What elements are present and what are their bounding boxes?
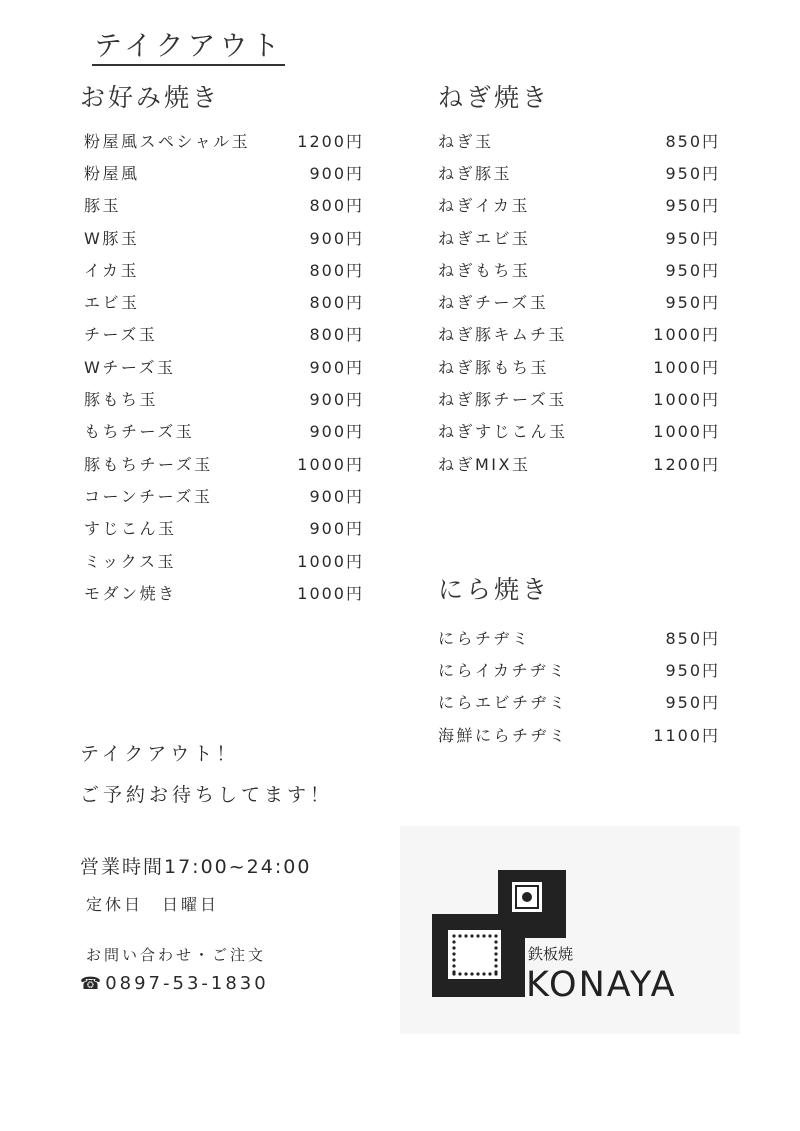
logo-panel [400,826,740,1034]
menu-item [84,382,364,414]
menu-item [84,124,364,156]
page-title: テイクアウト [92,28,285,66]
menu-item [438,382,720,414]
menu-item [84,447,364,479]
menu-item [438,350,720,382]
menu-item-price: 1000円 [653,325,720,345]
menu-item-name: ねぎもち玉 [438,260,531,280]
menu-item-name: 豚玉 [84,196,122,216]
logo-dot [458,934,461,937]
logo-dot [488,934,491,937]
logo-dot [464,934,467,937]
menu-item-price: 1000円 [653,357,720,377]
logo-dot [452,970,455,973]
menu-item-name: ねぎ豚チーズ玉 [438,390,567,410]
menu-item [438,318,720,350]
logo-dot [488,972,491,975]
promo-message [80,734,333,816]
menu-item [438,189,720,221]
menu-item-price: 900円 [309,422,364,442]
menu-item-price: 900円 [309,228,364,248]
menu-item [84,318,364,350]
menu-item-name: ねぎイカ玉 [438,196,531,216]
menu-item-price: 900円 [309,357,364,377]
promo-line-1: テイクアウト！ [80,743,240,765]
logo-dot [452,940,455,943]
logo-dot [458,972,461,975]
nirayaki-menu [438,621,720,750]
menu-item-name: すじこん玉 [84,519,177,539]
menu-item-price: 900円 [309,486,364,506]
logo-dot [494,946,497,949]
logo-dot [464,972,467,975]
menu-item-name: ねぎエビ玉 [438,228,531,248]
menu-item-price: 1000円 [653,422,720,442]
menu-item-name: ねぎすじこん玉 [438,422,568,442]
menu-item [438,253,720,285]
logo-subtitle: 鉄板焼 [528,945,574,963]
menu-item-price: 1000円 [297,583,364,603]
menu-item [84,285,364,317]
menu-item-name: にらイカチヂミ [438,660,568,680]
menu-item-price: 950円 [665,196,720,216]
nirayaki-heading: にら焼き [438,575,551,604]
menu-item-name: ねぎ豚玉 [438,163,513,183]
phone-number-row[interactable] [80,973,269,994]
menu-item-price: 900円 [309,519,364,539]
okonomiyaki-menu [84,124,364,608]
menu-item [84,156,364,188]
menu-item [438,653,720,685]
menu-item-name: イカ玉 [84,260,140,280]
menu-item-name: ねぎ豚もち玉 [438,357,550,377]
logo-dot [494,970,497,973]
konaya-logo [400,826,740,1034]
menu-item-price: 1000円 [297,551,364,571]
menu-item-name: にらエビチヂミ [438,693,568,713]
menu-item [84,512,364,544]
menu-item-price: 800円 [309,325,364,345]
menu-item [438,447,720,479]
menu-item-name: 粉屋風スペシャル玉 [84,131,251,151]
menu-item [438,156,720,188]
menu-item [438,124,720,156]
logo-dot [452,934,455,937]
menu-item-name: ねぎチーズ玉 [438,293,549,313]
menu-item [84,350,364,382]
logo-dot [470,972,473,975]
menu-item-price: 800円 [309,293,364,313]
menu-item-name: 海鮮にらチヂミ [438,725,568,745]
menu-item-price: 1200円 [297,131,364,151]
menu-item-name: W豚玉 [84,228,140,248]
menu-item [84,189,364,221]
menu-item-price: 900円 [309,163,364,183]
menu-item-name: エビ玉 [84,293,140,313]
menu-item-name: チーズ玉 [84,325,158,345]
menu-item [84,221,364,253]
menu-item [438,621,720,653]
okonomiyaki-heading: お好み焼き [80,83,221,112]
logo-dot [452,958,455,961]
menu-item [438,686,720,718]
menu-item-price: 950円 [665,163,720,183]
logo-dot [452,952,455,955]
promo-line-2: ご予約お待ちしてます！ [80,784,334,806]
phone-icon: ☎ [80,973,105,994]
menu-item-name: にらチヂミ [438,628,531,648]
menu-item-price: 950円 [665,228,720,248]
inquiry-label: お問い合わせ・ご注文 [86,946,267,964]
menu-item-price: 950円 [665,260,720,280]
logo-dot [476,972,479,975]
menu-item-price: 800円 [309,196,364,216]
menu-item-name: モダン焼き [84,583,177,603]
closed-day: 定休日 日曜日 [86,895,220,914]
menu-item-price: 950円 [665,660,720,680]
menu-item [438,285,720,317]
logo-dot [470,934,473,937]
menu-item [438,718,720,750]
logo-name: KONAYA [526,965,677,1005]
menu-item [84,415,364,447]
negiyaki-menu [438,124,720,479]
menu-item-price: 950円 [665,293,720,313]
negiyaki-heading: ねぎ焼き [438,83,551,112]
menu-item-price: 800円 [309,260,364,280]
menu-item-price: 1000円 [297,454,364,474]
logo-dot [482,934,485,937]
menu-item-name: 豚もち玉 [84,390,159,410]
phone-number[interactable]: 0897-53-1830 [105,973,269,994]
logo-dot [494,958,497,961]
menu-item-name: ねぎMIX玉 [438,454,531,474]
logo-dot [494,952,497,955]
menu-item-name: ねぎ豚キムチ玉 [438,325,568,345]
menu-item [438,415,720,447]
menu-item [84,544,364,576]
logo-dot [452,964,455,967]
menu-item-name: Wチーズ玉 [84,357,176,377]
menu-item-name: 粉屋風 [84,163,140,183]
menu-item [84,479,364,511]
menu-item-name: もちチーズ玉 [84,422,195,442]
logo-dot [494,940,497,943]
logo-dot [494,934,497,937]
logo-dot [476,934,479,937]
menu-item-price: 850円 [665,131,720,151]
business-hours: 営業時間17:00~24:00 [80,856,312,878]
menu-item-name: ねぎ玉 [438,131,494,151]
menu-item-price: 1000円 [653,390,720,410]
menu-item [84,576,364,608]
menu-item-name: コーンチーズ玉 [84,486,213,506]
logo-dot [452,946,455,949]
logo-dot [482,972,485,975]
menu-item [438,221,720,253]
logo-dot [494,964,497,967]
menu-item [84,253,364,285]
menu-item-price: 900円 [309,390,364,410]
menu-item-name: ミックス玉 [84,551,177,571]
menu-item-price: 850円 [665,628,720,648]
menu-item-price: 1100円 [653,725,720,745]
menu-item-name: 豚もちチーズ玉 [84,454,213,474]
menu-item-price: 1200円 [653,454,720,474]
menu-item-price: 950円 [665,693,720,713]
